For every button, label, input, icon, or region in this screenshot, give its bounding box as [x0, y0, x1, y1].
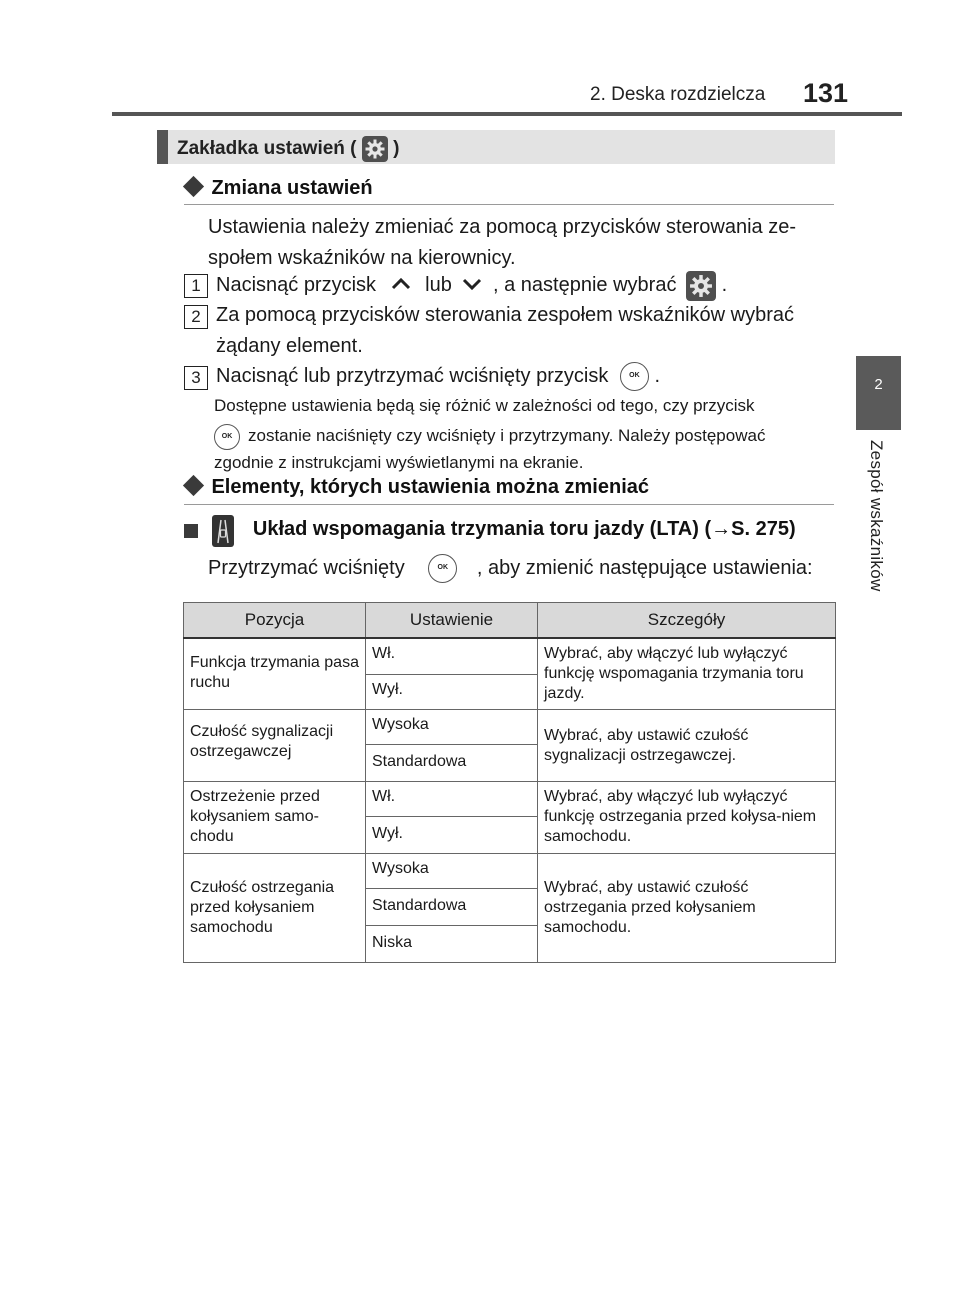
chevron-down-icon: [461, 270, 483, 301]
details-cell: Wybrać, aby ustawić czułość sygnalizacji ostrzegawczej.: [538, 710, 836, 782]
step-number: 3: [184, 366, 208, 390]
setting-cell: Wł.: [366, 782, 538, 817]
ok-button-icon: OK: [214, 424, 240, 450]
step-1: [216, 270, 727, 301]
hold-text: Przytrzymać wciśnięty: [208, 557, 405, 579]
step-number: 1: [184, 274, 208, 298]
lta-heading: [184, 515, 796, 547]
change-settings-heading: [186, 177, 373, 200]
heading-divider: [184, 504, 834, 505]
diamond-bullet-icon: [183, 176, 204, 197]
note-line: zgodnie z instrukcjami wyświetlanymi na ekranie.: [214, 452, 584, 472]
lta-heading-text: Układ wspomagania trzymania toru jazdy (LTA) (: [252, 518, 712, 541]
note-line: Dostępne ustawienia będą się różnić w zależności od tego, czy przycisk: [214, 396, 755, 415]
chapter-tab: [856, 356, 901, 430]
settings-table: [183, 602, 836, 963]
note-text: zostanie naciśnięty czy wciśnięty i przytrzymany. Należy postępować: [248, 426, 766, 445]
step-text: żądany element.: [216, 335, 363, 357]
section-bar-title: [177, 136, 399, 162]
details-cell: Wybrać, aby ustawić czułość ostrzegania przed kołysaniem samochodu.: [538, 854, 836, 963]
setting-cell: Wył.: [366, 817, 538, 854]
setting-cell: Wył.: [366, 674, 538, 710]
step-text: .: [654, 365, 661, 387]
table-row: [184, 638, 836, 674]
intro-paragraph: [208, 212, 838, 274]
change-settings-heading-text: Zmiana ustawień: [211, 177, 373, 199]
intro-line: społem wskaźników na kierownicy.: [208, 247, 516, 269]
column-header: Ustawienie: [366, 603, 538, 639]
step-text: Za pomocą przycisków sterowania zespołem wskaźników wybrać: [216, 304, 794, 326]
step-text: Nacisnąć przycisk: [216, 274, 377, 296]
table-row: [184, 854, 836, 889]
lane-tracing-assist-icon: [212, 515, 234, 547]
reference-arrow: →: [711, 518, 732, 541]
column-header: Szczegóły: [538, 603, 836, 639]
chapter-tab-label: Zespół wskaźników: [867, 440, 886, 592]
step-number: 2: [184, 305, 208, 329]
page-number: 131: [803, 78, 849, 108]
setting-cell: Standardowa: [366, 889, 538, 926]
step-text: Nacisnąć lub przytrzymać wciśnięty przycisk: [216, 365, 609, 387]
table-header-row: [184, 603, 836, 639]
section-bar-title-text: Zakładka ustawień (: [177, 138, 357, 160]
step-3: [216, 361, 660, 392]
details-cell: Wybrać, aby włączyć lub wyłączyć funkcję wspomagania trzymania toru jazdy.: [538, 638, 836, 710]
column-header: Pozycja: [184, 603, 366, 639]
setting-cell: Wysoka: [366, 710, 538, 745]
details-cell: Wybrać, aby włączyć lub wyłączyć funkcję ostrzegania przed kołysa-niem samochodu.: [538, 782, 836, 854]
table-row: [184, 782, 836, 817]
gear-icon: [686, 271, 716, 301]
note-line: [214, 423, 836, 450]
position-cell: Ostrzeżenie przed kołysaniem samo-chodu: [184, 782, 366, 854]
gear-icon: [362, 136, 388, 162]
step-text: lub: [425, 274, 452, 296]
header-divider: [112, 112, 902, 116]
step-text: .: [721, 274, 728, 296]
intro-line: Ustawienia należy zmieniać za pomocą przycisków sterowania ze-: [208, 216, 797, 238]
items-heading: [186, 476, 649, 499]
note-paragraph: [214, 393, 836, 475]
heading-divider: [184, 204, 834, 205]
position-cell: Czułość ostrzegania przed kołysaniem samochodu: [184, 854, 366, 963]
hold-text: , aby zmienić następujące ustawienia:: [476, 557, 813, 579]
hold-instruction: [208, 553, 813, 584]
diamond-bullet-icon: [183, 475, 204, 496]
section-title: 2. Deska rozdzielcza: [590, 84, 766, 105]
chevron-up-icon: [390, 270, 412, 301]
step-text: , a następnie wybrać: [493, 274, 677, 296]
setting-cell: Standardowa: [366, 745, 538, 782]
page-reference-link[interactable]: S. 275): [731, 518, 796, 541]
square-bullet-icon: [184, 524, 198, 538]
setting-cell: Niska: [366, 926, 538, 963]
ok-button-icon: OK: [428, 554, 457, 583]
position-cell: Funkcja trzymania pasa ruchu: [184, 638, 366, 710]
chapter-tab-number: 2: [874, 376, 883, 393]
ok-button-icon: OK: [620, 362, 649, 391]
items-heading-text: Elementy, których ustawienia można zmieniać: [211, 476, 650, 498]
step-2: [216, 300, 838, 362]
setting-cell: Wł.: [366, 638, 538, 674]
position-cell: Czułość sygnalizacji ostrzegawczej: [184, 710, 366, 782]
setting-cell: Wysoka: [366, 854, 538, 889]
table-row: [184, 710, 836, 745]
section-bar-title-close: ): [393, 138, 400, 160]
